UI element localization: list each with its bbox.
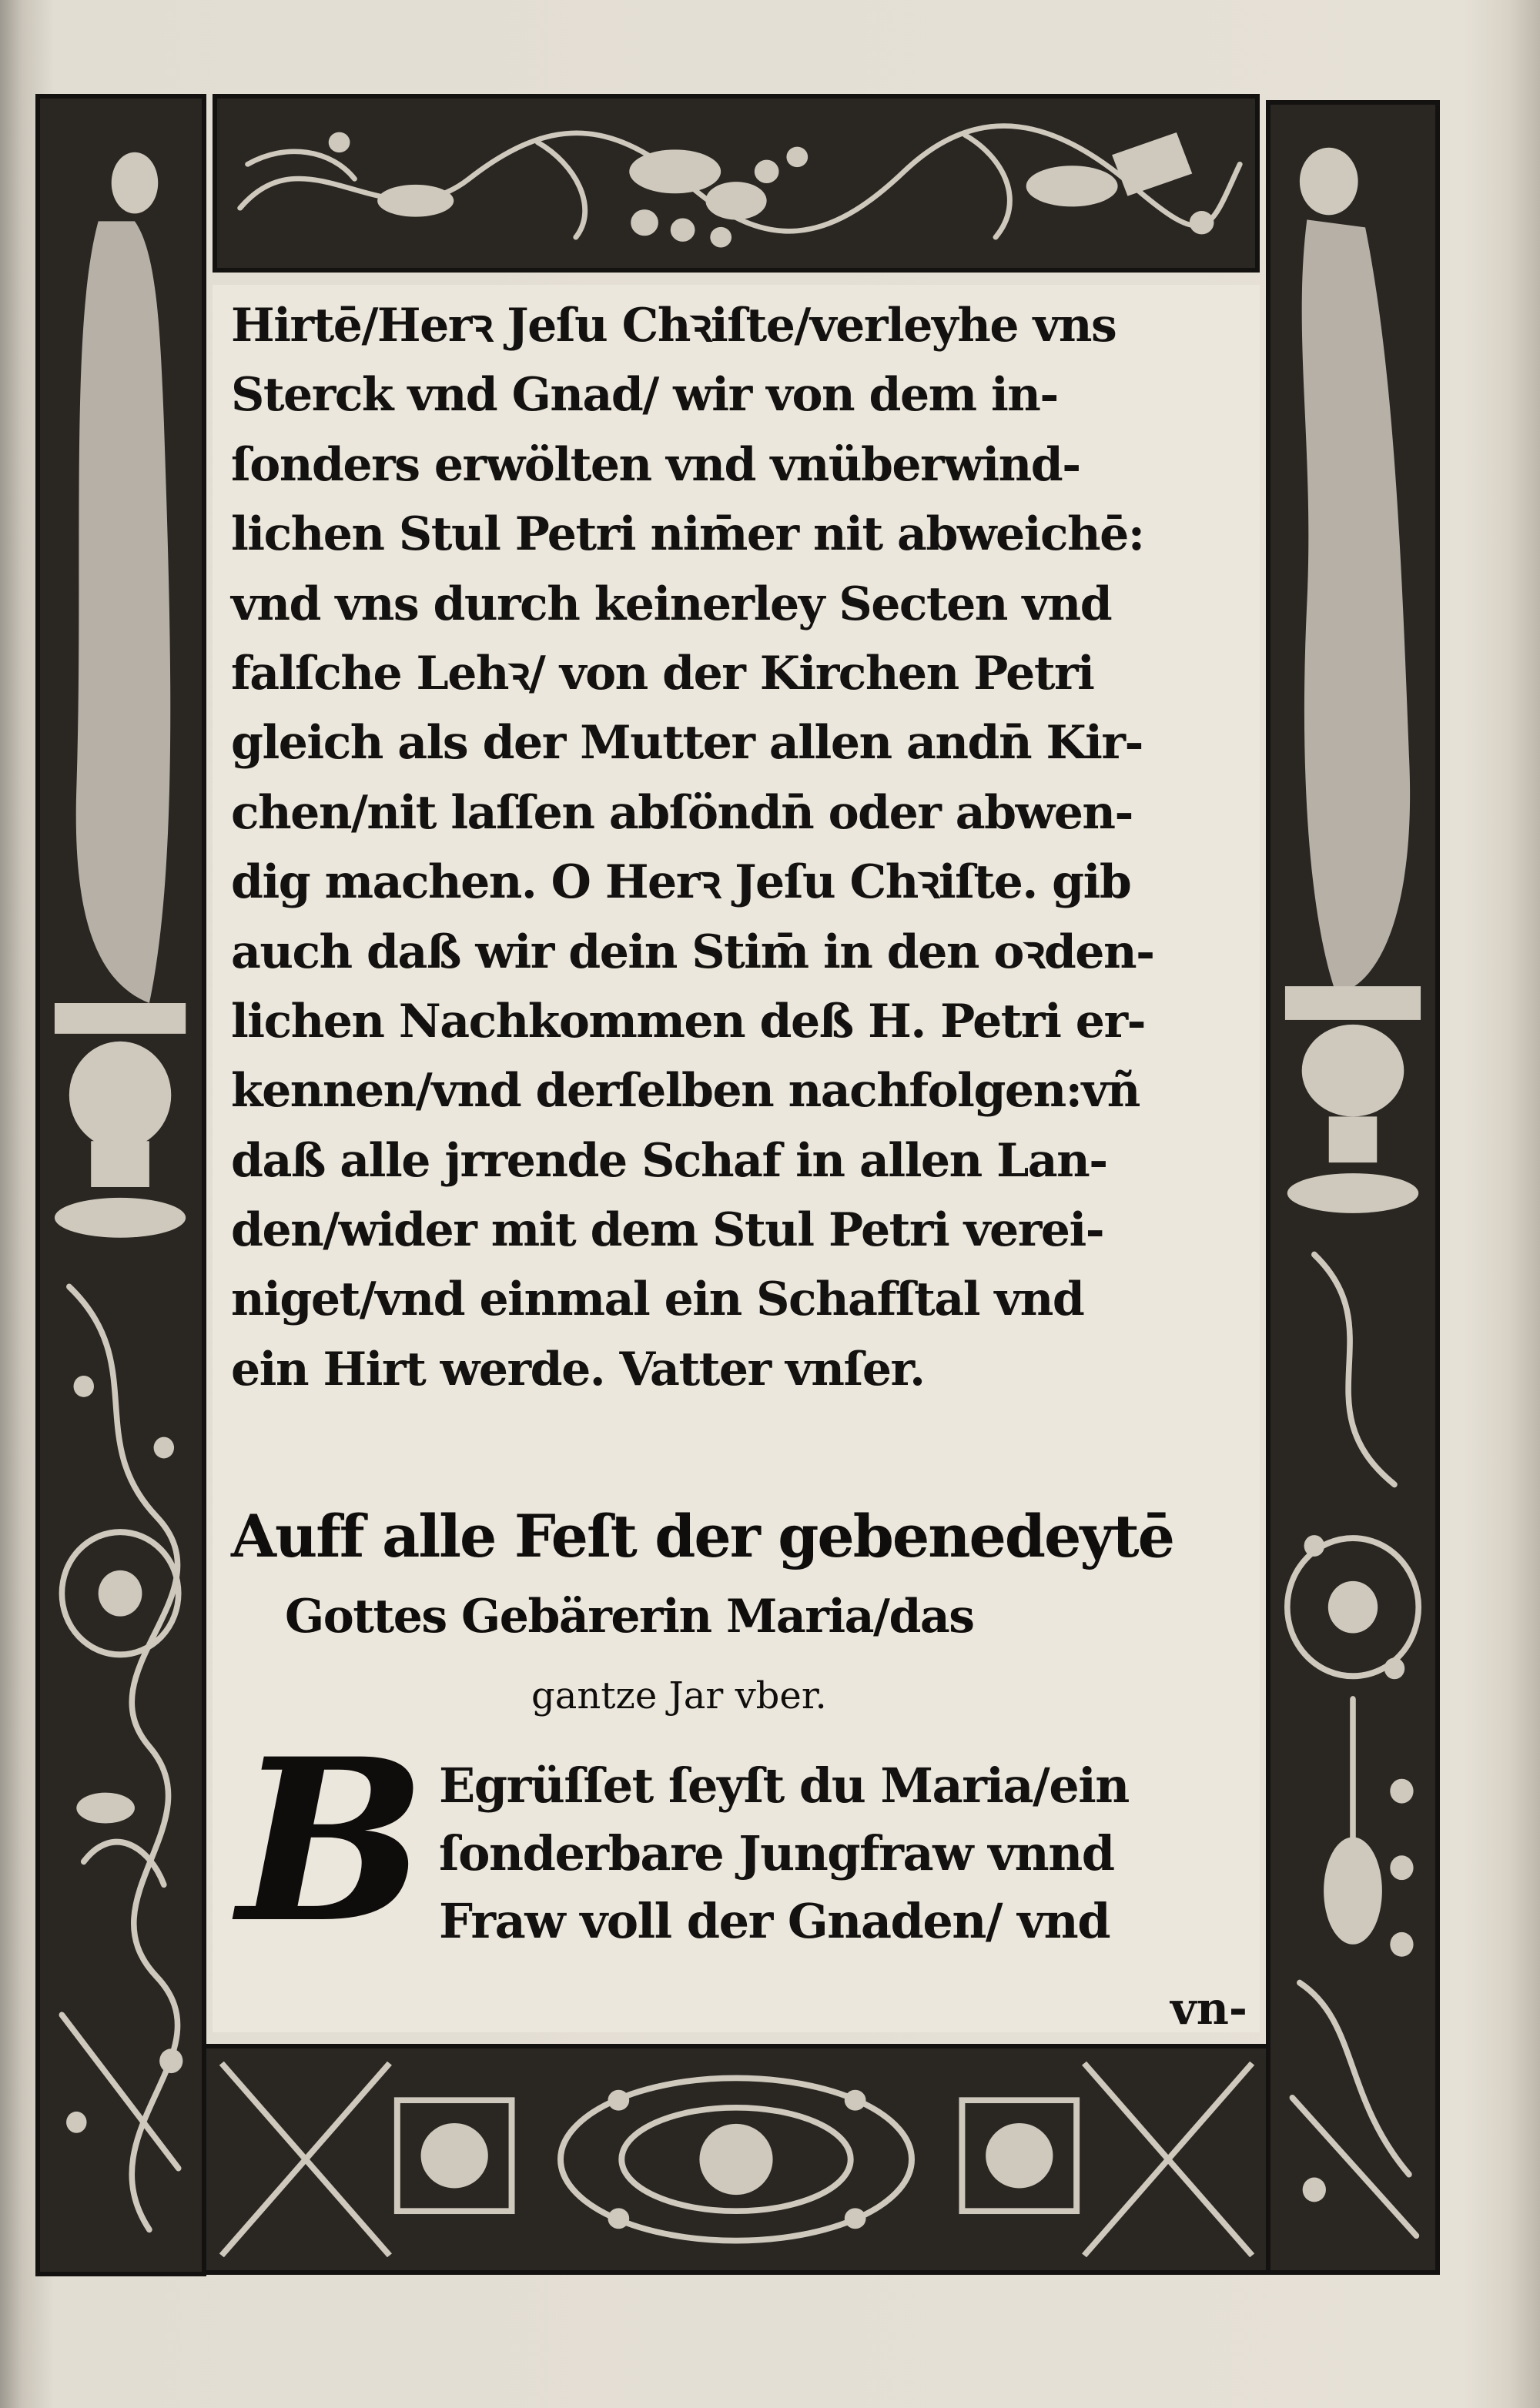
text-line: den/wider mit dem Stul Petri verei-: [231, 1203, 1104, 1258]
text-line: daß alle jrrende Schaf in allen Lan-: [231, 1133, 1107, 1188]
text-line: falſche Lehꝛ/ von der Kirchen Petri: [231, 646, 1094, 701]
prayer-body-text: [231, 291, 1247, 1404]
text-line: Hirtē/Herꝛ Jeſu Chꝛiſte/verleyhe vns: [231, 299, 1116, 353]
catchword: vn-: [1170, 1982, 1247, 2035]
woodcut-border-bottom: [202, 2044, 1270, 2275]
text-line: chen/nit laſſen abſöndn̄ oder abwen-: [231, 785, 1133, 840]
text-line: auch daß wir dein Stim̄ in den oꝛden-: [231, 925, 1154, 979]
text-line: ſonderbare Jungfraw vnnd: [439, 1825, 1114, 1881]
vine-ornament-top: [217, 99, 1255, 268]
ave-maria-text: [439, 1752, 1255, 1955]
text-line: dig machen. O Herꝛ Jeſu Chꝛiſte. gib: [231, 855, 1131, 910]
drop-cap-letter: B: [237, 1711, 427, 1972]
woodcut-border-top: [213, 94, 1260, 273]
text-line: Egrüſſet ſeyſt du Maria/ein: [439, 1758, 1129, 1814]
section-subheading: gantze Jar vber.: [531, 1674, 827, 1717]
rosette-ornament-bottom: [206, 2048, 1266, 2270]
text-line: Sterck vnd Gnad/ wir von dem in-: [231, 368, 1058, 423]
woodcut-border-left: [35, 94, 206, 2276]
drop-cap-initial: [228, 1711, 436, 1972]
text-line: lichen Nachkommen deß H. Petri er-: [231, 994, 1145, 1048]
section-heading-line-2: Gottes Gebärerin Maria/das: [285, 1590, 974, 1644]
text-line: kennen/vnd derſelben nachfolgen:vñ: [231, 1064, 1140, 1119]
text-line: ein Hirt werde. Vatter vnſer.: [231, 1342, 925, 1396]
saint-figure-ornament-left: [40, 99, 202, 2272]
section-heading: Auff alle Feſt der gebenedeytē: [231, 1502, 1173, 1570]
text-line: vnd vns durch keinerley Secten vnd: [231, 577, 1112, 631]
text-line: niget/vnd einmal ein Schafſtal vnd: [231, 1273, 1084, 1327]
woodcut-border-right: [1266, 100, 1440, 2275]
saint-figure-ornament-right: [1270, 105, 1435, 2270]
text-line: gleich als der Mutter allen andn̄ Kir-: [231, 716, 1143, 771]
text-line: ſonders erwölten vnd vnüberwind-: [231, 437, 1080, 492]
text-line: Fraw voll der Gnaden/ vnd: [439, 1893, 1110, 1949]
text-line: lichen Stul Petri nim̄er nit abweichē:: [231, 507, 1144, 562]
